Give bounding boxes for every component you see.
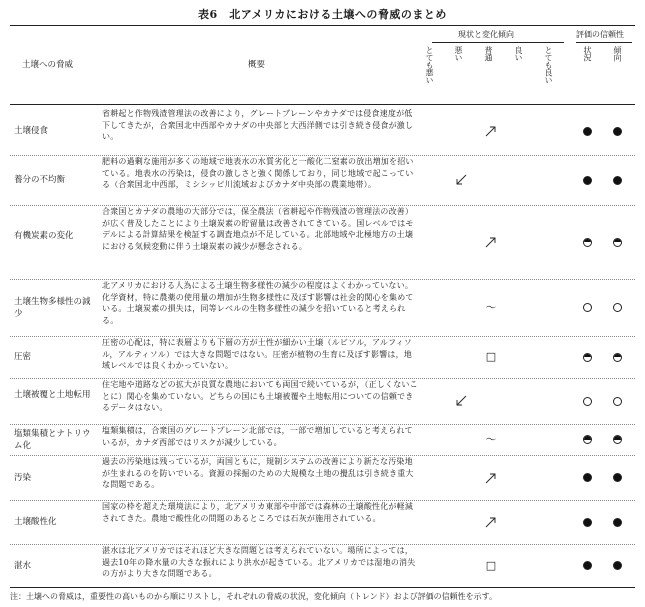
header-reliability-group: 評価の信頼性 — [576, 30, 624, 39]
row-overview-text: 北アメリカにおける人為による土壌生物多様性の減少の程度はよくわかっていない。化学資材，特に農薬の使用量の増加が生物多様性に及ぼす影響は社会的関心を集めている。土壌炭素の損失は，同等レベルの生物多様性の減少を招いていると考えられる。 — [102, 281, 414, 325]
reliability-status-full-circle-icon — [583, 176, 592, 185]
trend-improving-arrow-icon — [484, 471, 498, 485]
row-threat-label: 養分の不均衡 — [14, 175, 66, 185]
header-reliability-underline — [576, 42, 632, 43]
reliability-direction-full-circle-icon — [613, 473, 622, 482]
reliability-direction-empty-circle-icon — [613, 303, 622, 312]
row-overview-text: 国家の枠を超えた環境法により，北アメリカ東部や中部では森林の土壌酸性化が軽減されてきた。農地で酸性化の問題のあるところでは石灰が施用されている。 — [102, 502, 414, 523]
trend-improving-arrow-icon — [484, 235, 498, 249]
row-threat-label: 土壌侵食 — [14, 126, 49, 136]
row-threat-label: 塩類集積とナトリウム化 — [14, 428, 91, 451]
table-note: 注：土壌への脅威は，重要性の高いものから順にリストし，それぞれの脅威の状況，変化傾向（トレンド）および評価の信頼性を示す。 — [10, 592, 497, 601]
header-col-normal: 普通 — [484, 46, 493, 61]
header-bottom-rule — [10, 104, 635, 105]
reliability-status-full-circle-icon — [583, 518, 592, 527]
table-bottom-rule — [10, 587, 635, 588]
row-overview-text: 過去の汚染地は残っているが，両国ともに，規制システムの改善により新たな汚染地が生まれるのを防いでいる。資源の採掘のための大規模な土地の攪乱は引き続き重大な問題である。 — [102, 457, 414, 489]
row-threat-label: 土壌生物多様性の減少 — [14, 296, 91, 319]
row-overview-text: 塩類集積は，合衆国のグレートプレーン北部では，一部で増加していると考えられているが，カナダ西部ではリスクが減少している。 — [102, 426, 413, 447]
row-threat-label: 有機炭素の変化 — [14, 231, 74, 241]
row-overview-text: 合衆国とカナダの農地の大部分では，保全農法（省耕起や作物残渣の管理法の改善）が広く普及したことにより土壌炭素の貯留量は改善されてきている。国レベルではモデルによる計算結果を検証する調査地点が不足している。北部地域や北極地方の土壌における気候変動に伴う土壌炭素の減少が懸念される。 — [102, 207, 414, 251]
reliability-status-full-circle-icon — [583, 561, 592, 570]
reliability-direction-full-circle-icon — [613, 561, 622, 570]
row-threat-label: 圧密 — [14, 352, 32, 362]
header-col-bad: 悪い — [454, 46, 463, 61]
header-threat: 土壌への脅威 — [22, 60, 74, 70]
header-col-very-bad: とても悪い — [425, 46, 434, 84]
reliability-direction-full-circle-icon — [613, 176, 622, 185]
reliability-status-full-circle-icon — [583, 473, 592, 482]
reliability-direction-full-circle-icon — [613, 127, 622, 136]
header-col-direction: 傾向 — [613, 46, 622, 61]
reliability-direction-half-circle-icon — [613, 238, 622, 247]
table-title: 表6 北アメリカにおける土壌への脅威のまとめ — [198, 8, 447, 21]
trend-improving-arrow-icon — [484, 515, 498, 529]
row-threat-label: 湛水 — [14, 560, 32, 571]
trend-worsening-arrow-icon — [454, 394, 468, 408]
row-threat-label: 土壌酸性化 — [14, 517, 57, 527]
trend-variable-square-icon: □ — [485, 558, 497, 572]
reliability-status-empty-circle-icon — [583, 397, 592, 406]
trend-variable-square-icon: □ — [485, 350, 497, 363]
trend-stable-wave-icon: ～ — [485, 432, 497, 446]
table-top-rule — [10, 25, 635, 26]
header-col-status: 状況 — [583, 46, 592, 61]
reliability-direction-full-circle-icon — [613, 518, 622, 527]
row-overview-text: 湛水は北アメリカではそれほど大きな問題とは考えられていない。場所によっては，過去10年の降水量の大きな振れにより洪水が起きている。北アメリカでは湿地の消失の方がより大きな問題である。 — [102, 546, 416, 578]
reliability-direction-half-circle-icon — [613, 435, 622, 444]
reliability-status-half-circle-icon — [583, 238, 592, 247]
reliability-direction-half-circle-icon — [613, 353, 622, 362]
row-threat-label: 土壌被覆と土地転用 — [14, 390, 91, 400]
header-overview: 概要 — [248, 60, 266, 70]
row-overview-text: 肥料の過剰な施用が多くの地域で地表水の水質劣化と一酸化二窒素の放出増加を招いている。地表水の汚染は，侵食の激しさと強く関係しており，同じ地域で起こっている（合衆国北中西部，ミシシッピ川流域およびカナダ中央部の農業地帯）。 — [102, 157, 414, 189]
reliability-direction-empty-circle-icon — [613, 397, 622, 406]
header-col-good: 良い — [514, 46, 523, 61]
row-threat-label: 汚染 — [14, 472, 32, 483]
reliability-status-half-circle-icon — [583, 435, 592, 444]
header-trend-group: 現状と変化傾向 — [458, 30, 514, 39]
row-overview-text: 圧密の心配は，特に表層よりも下層の方が土性が細かい土壌（ルビソル，アルフィソル，アルティソル）では大きな問題ではない。圧密が植物の生育に及ぼす影響は，地域レベルでは良くわかっていない。 — [102, 338, 412, 370]
reliability-status-full-circle-icon — [583, 127, 592, 136]
row-overview-text: 住宅地や道路などの拡大が良質な農地においても両国で続いているが，（正しくないことに）関心を集めていない。どちらの国にも土壌被覆や土地転用についての信頼できるデータはない。 — [102, 380, 418, 412]
header-trend-underline — [432, 42, 564, 43]
trend-stable-wave-icon: ～ — [485, 300, 497, 314]
trend-worsening-arrow-icon — [454, 173, 468, 187]
row-overview-text: 省耕起と作物残渣管理法の改善により，グレートプレーンやカナダでは侵食速度が低下してきたが，合衆国北中西部やカナダの中央部と大西洋側では引き続き侵食が激しい。 — [102, 109, 414, 141]
reliability-status-half-circle-icon — [583, 353, 592, 362]
header-col-very-good: とても良い — [544, 46, 553, 84]
reliability-status-empty-circle-icon — [583, 303, 592, 312]
trend-improving-arrow-icon — [484, 124, 498, 138]
